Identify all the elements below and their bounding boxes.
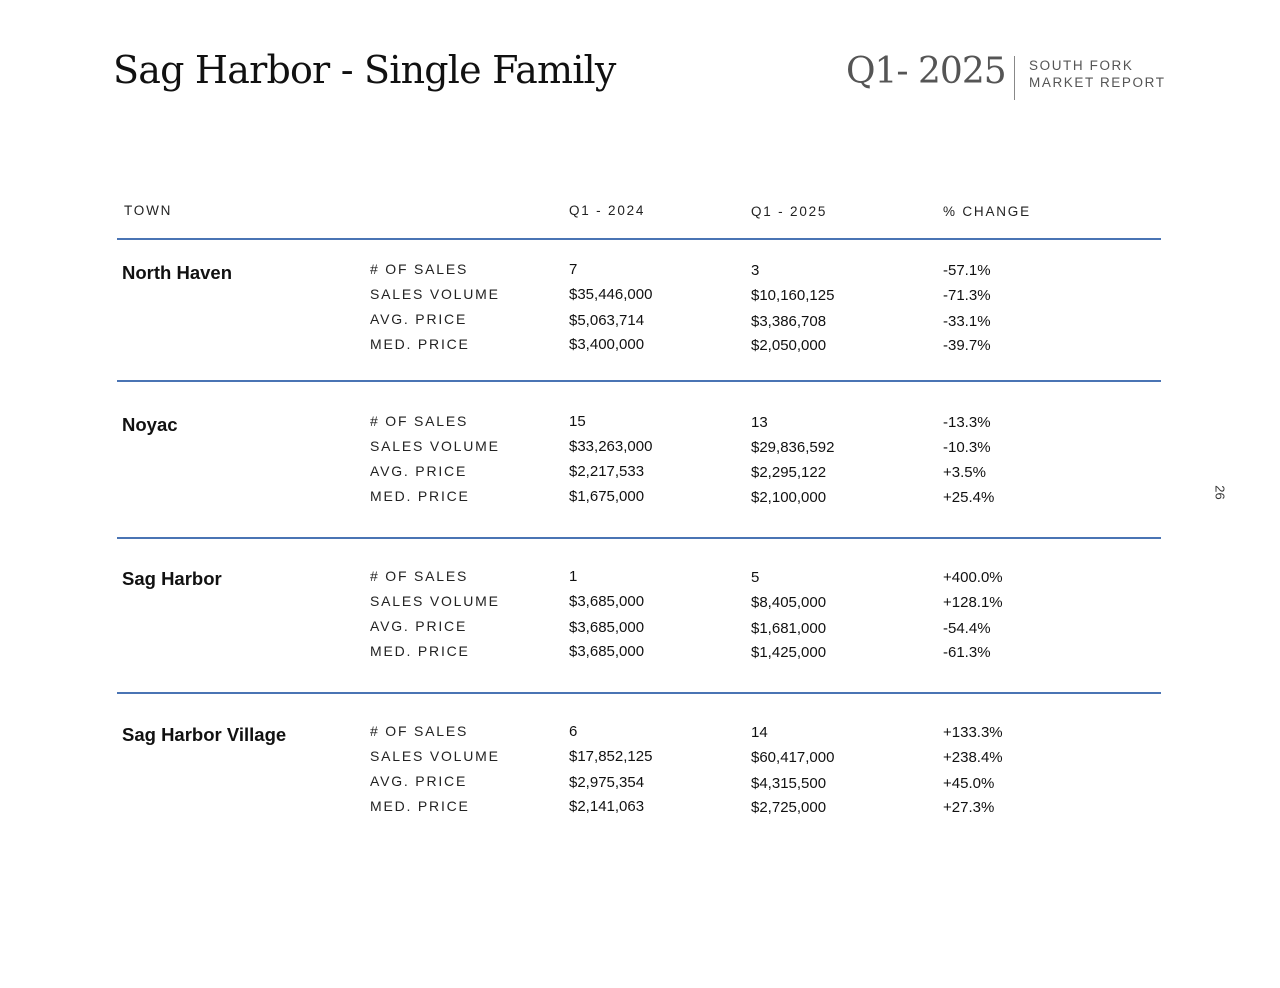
metric-label: # OF SALES bbox=[370, 413, 469, 429]
metric-label: MED. PRICE bbox=[370, 798, 470, 814]
town-name: Noyac bbox=[122, 414, 178, 435]
value-change: +238.4% bbox=[943, 749, 1003, 766]
metric-label: SALES VOLUME bbox=[370, 748, 500, 764]
value-q1-2024: 1 bbox=[569, 568, 578, 585]
value-change: -10.3% bbox=[943, 439, 991, 456]
table-divider bbox=[117, 238, 1161, 240]
value-q1-2024: $2,141,063 bbox=[569, 798, 645, 815]
value-q1-2024: $33,263,000 bbox=[569, 438, 653, 455]
value-change: -13.3% bbox=[943, 414, 991, 431]
value-change: +27.3% bbox=[943, 799, 995, 816]
value-q1-2024: 15 bbox=[569, 413, 586, 430]
value-change: +133.3% bbox=[943, 724, 1003, 741]
column-header-q1-2025: Q1 - 2025 bbox=[751, 204, 828, 219]
value-q1-2025: $60,417,000 bbox=[751, 749, 835, 766]
table-divider bbox=[117, 537, 1161, 539]
brand-line-1: SOUTH FORK bbox=[1029, 58, 1134, 73]
value-change: -33.1% bbox=[943, 313, 991, 330]
value-q1-2024: 7 bbox=[569, 261, 578, 278]
value-q1-2025: $29,836,592 bbox=[751, 439, 835, 456]
value-q1-2025: $4,315,500 bbox=[751, 775, 827, 792]
value-change: +400.0% bbox=[943, 569, 1003, 586]
page-number: 26 bbox=[1212, 485, 1228, 500]
metric-label: # OF SALES bbox=[370, 568, 469, 584]
value-q1-2024: $5,063,714 bbox=[569, 312, 645, 329]
value-change: -39.7% bbox=[943, 337, 991, 354]
report-quarter: Q1- 2025 bbox=[846, 51, 1006, 92]
value-q1-2024: 6 bbox=[569, 723, 578, 740]
metric-label: SALES VOLUME bbox=[370, 593, 500, 609]
value-q1-2024: $2,217,533 bbox=[569, 463, 645, 480]
table-divider bbox=[117, 692, 1161, 694]
value-q1-2024: $3,685,000 bbox=[569, 643, 645, 660]
value-q1-2025: $2,050,000 bbox=[751, 337, 827, 354]
column-header-q1-2024: Q1 - 2024 bbox=[569, 203, 646, 218]
value-q1-2024: $3,685,000 bbox=[569, 619, 645, 636]
value-q1-2024: $3,685,000 bbox=[569, 593, 645, 610]
metric-label: AVG. PRICE bbox=[370, 463, 468, 479]
metric-label: SALES VOLUME bbox=[370, 438, 500, 454]
column-header-town: TOWN bbox=[124, 203, 173, 218]
value-q1-2025: $1,425,000 bbox=[751, 644, 827, 661]
town-name: Sag Harbor Village bbox=[122, 724, 287, 745]
metric-label: SALES VOLUME bbox=[370, 286, 500, 302]
value-q1-2025: $3,386,708 bbox=[751, 313, 827, 330]
value-q1-2024: $3,400,000 bbox=[569, 336, 645, 353]
value-q1-2024: $1,675,000 bbox=[569, 488, 645, 505]
value-q1-2024: $17,852,125 bbox=[569, 748, 653, 765]
metric-label: # OF SALES bbox=[370, 261, 469, 277]
value-change: -71.3% bbox=[943, 287, 991, 304]
value-q1-2024: $2,975,354 bbox=[569, 774, 645, 791]
metric-label: AVG. PRICE bbox=[370, 311, 468, 327]
value-q1-2025: 5 bbox=[751, 569, 760, 586]
value-change: +128.1% bbox=[943, 594, 1003, 611]
value-change: +3.5% bbox=[943, 464, 986, 481]
value-q1-2025: $8,405,000 bbox=[751, 594, 827, 611]
value-q1-2025: 14 bbox=[751, 724, 768, 741]
metric-label: MED. PRICE bbox=[370, 643, 470, 659]
town-name: North Haven bbox=[122, 262, 232, 283]
value-change: -61.3% bbox=[943, 644, 991, 661]
value-q1-2025: $2,295,122 bbox=[751, 464, 827, 481]
value-q1-2025: 13 bbox=[751, 414, 768, 431]
metric-label: AVG. PRICE bbox=[370, 773, 468, 789]
value-q1-2025: 3 bbox=[751, 262, 760, 279]
metric-label: # OF SALES bbox=[370, 723, 469, 739]
metric-label: MED. PRICE bbox=[370, 336, 470, 352]
value-q1-2025: $2,100,000 bbox=[751, 489, 827, 506]
page-title: Sag Harbor - Single Family bbox=[113, 48, 616, 92]
value-q1-2024: $35,446,000 bbox=[569, 286, 653, 303]
column-header-change: % CHANGE bbox=[943, 204, 1031, 219]
metric-label: MED. PRICE bbox=[370, 488, 470, 504]
value-change: -57.1% bbox=[943, 262, 991, 279]
value-q1-2025: $10,160,125 bbox=[751, 287, 835, 304]
value-change: +45.0% bbox=[943, 775, 995, 792]
report-brand bbox=[1029, 57, 1166, 91]
metric-label: AVG. PRICE bbox=[370, 618, 468, 634]
brand-line-2: MARKET REPORT bbox=[1029, 75, 1166, 90]
brand-divider bbox=[1014, 56, 1015, 100]
table-divider bbox=[117, 380, 1161, 382]
value-change: -54.4% bbox=[943, 620, 991, 637]
value-change: +25.4% bbox=[943, 489, 995, 506]
town-name: Sag Harbor bbox=[122, 568, 222, 589]
value-q1-2025: $1,681,000 bbox=[751, 620, 827, 637]
value-q1-2025: $2,725,000 bbox=[751, 799, 827, 816]
